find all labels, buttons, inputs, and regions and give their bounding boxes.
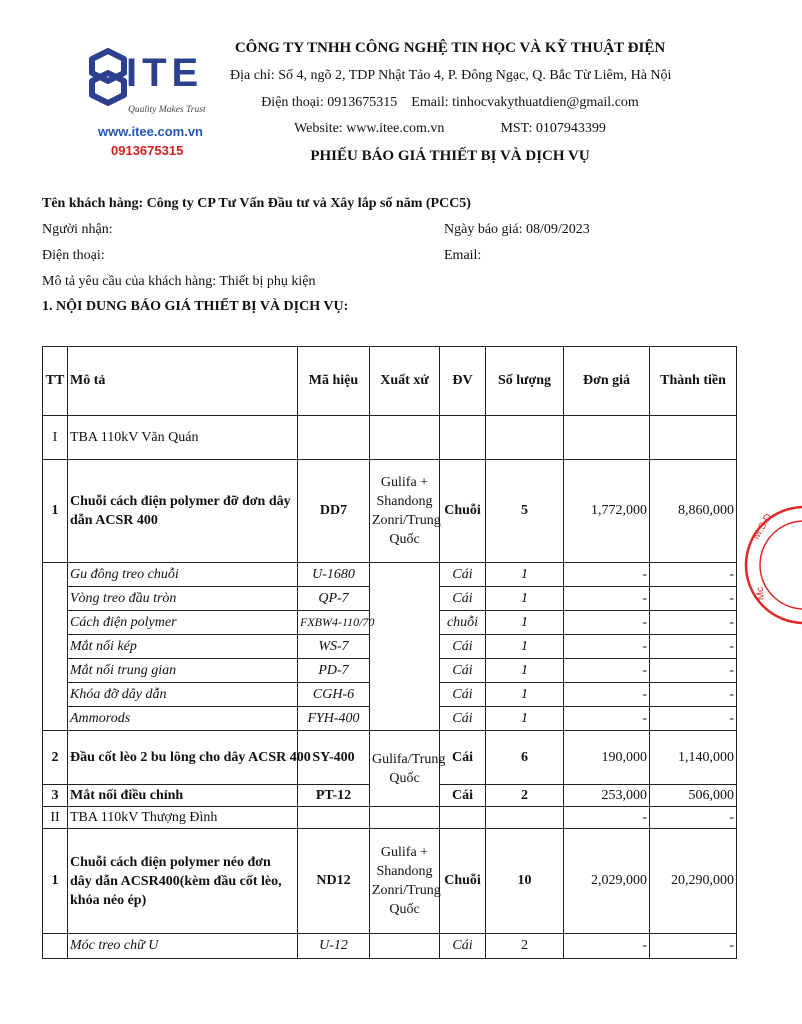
sub-unit: Cái [440,659,486,683]
row-qty: 10 [486,829,564,934]
customer-request: Mô tả yêu cầu của khách hàng: Thiết bị phụ kiện [42,274,316,289]
customer-name: Công ty CP Tư Vấn Đầu tư và Xây lắp số năm (PCC5) [146,196,471,211]
row-price: 253,000 [564,785,650,807]
sub-total: - [650,587,737,611]
sub-price: - [564,635,650,659]
sub-code: QP-7 [298,587,370,611]
sub-qty: 1 [486,683,564,707]
group-row [43,416,737,460]
row-origin: Gulifa + Shandong Zonri/Trung Quốc [370,460,440,563]
row-origin: Gulifa/Trung Quốc [370,731,440,807]
sub-price: - [564,563,650,587]
row-tt: 2 [43,731,68,785]
svg-text:M.S.D: M.S.D [751,511,775,542]
sub-desc: Gu đông treo chuỗi [68,563,298,587]
sub-desc: Mắt nối kép [68,635,298,659]
header-code: Mã hiệu [298,347,370,416]
sub-desc: Cách điện polymer [68,611,298,635]
company-logo [88,47,218,167]
company-email: Email: tinhocvakythuatdien@gmail.com [411,95,639,110]
row-code: DD7 [298,460,370,563]
company-website: Website: www.itee.com.vn [294,121,445,136]
sub-total: - [650,611,737,635]
row-unit: Chuỗi [440,460,486,563]
sub-unit: chuỗi [440,611,486,635]
sub-qty: 1 [486,587,564,611]
email-field: Email: [444,248,482,263]
table-header-row [43,347,737,416]
group-name: TBA 110kV Thượng Đình [68,807,298,829]
row-tt: 1 [43,460,68,563]
quote-date: Ngày báo giá: 08/09/2023 [444,222,590,237]
group-row [43,807,737,829]
row-price: 2,029,000 [564,829,650,934]
sub-row [43,563,737,587]
quotation-table [42,346,737,959]
row-tt: 1 [43,829,68,934]
red-stamp-seal [742,500,802,630]
sub-code: WS-7 [298,635,370,659]
sub-total: - [650,934,737,959]
header-qty: Số lượng [486,347,564,416]
svg-text:Mc: Mc [754,586,767,601]
sub-unit: Cái [440,635,486,659]
sub-desc: Vòng treo đầu tròn [68,587,298,611]
ite-emblem-icon [88,47,128,107]
logo-tagline: Quality Makes Trust [128,105,206,115]
company-web-tax [230,121,670,137]
row-tt: 3 [43,785,68,807]
row-desc: Đầu cốt lèo 2 bu lông cho dây ACSR 400 [68,731,298,785]
sub-code: U-1680 [298,563,370,587]
company-contact [230,95,670,111]
sub-desc: Khóa đỡ dây dẫn [68,683,298,707]
header-price: Đơn giá [564,347,650,416]
sub-unit: Cái [440,934,486,959]
company-name: CÔNG TY TNHH CÔNG NGHỆ TIN HỌC VÀ KỸ THUẬT ĐIỆN [234,40,666,56]
row-qty: 2 [486,785,564,807]
sub-price: - [564,611,650,635]
sub-code: FXBW4-110/70 [298,611,370,635]
row-qty: 5 [486,460,564,563]
header-unit: ĐV [440,347,486,416]
document-title: PHIẾU BÁO GIÁ THIẾT BỊ VÀ DỊCH VỤ [310,148,590,164]
group-total: - [650,807,737,829]
row-total: 506,000 [650,785,737,807]
sub-total: - [650,563,737,587]
sub-desc: Mắt nối trung gian [68,659,298,683]
company-address: Địa chỉ: Số 4, ngõ 2, TDP Nhật Tảo 4, P. Đông Ngạc, Q. Bắc Từ Liêm, Hà Nội [230,68,672,83]
row-total: 20,290,000 [650,829,737,934]
sub-unit: Cái [440,563,486,587]
row-origin: Gulifa + Shandong Zonri/Trung Quốc [370,829,440,934]
row-code: PT-12 [298,785,370,807]
header-tt: TT [43,347,68,416]
group-number: II [43,807,68,829]
sub-total: - [650,707,737,731]
company-phone: Điện thoại: 0913675315 [261,95,398,110]
sub-code: CGH-6 [298,683,370,707]
sub-qty: 1 [486,611,564,635]
sub-qty: 1 [486,563,564,587]
header-origin: Xuất xứ [370,347,440,416]
customer-name-line [42,196,471,212]
group-price: - [564,807,650,829]
logo-wordmark: ITE [126,51,204,95]
customer-name-label: Tên khách hàng: [42,196,144,211]
row-price: 1,772,000 [564,460,650,563]
row-total: 8,860,000 [650,460,737,563]
company-tax-id: MST: 0107943399 [500,121,606,136]
sub-price: - [564,934,650,959]
section-heading: 1. NỘI DUNG BÁO GIÁ THIẾT BỊ VÀ DỊCH VỤ: [42,299,349,314]
row-code: ND12 [298,829,370,934]
sub-qty: 1 [486,659,564,683]
sub-total: - [650,659,737,683]
table-row [43,829,737,934]
group-number: I [43,416,68,460]
sub-desc: Ammorods [68,707,298,731]
row-unit: Cái [440,785,486,807]
sub-unit: Cái [440,587,486,611]
sub-qty: 1 [486,635,564,659]
sub-qty: 2 [486,934,564,959]
sub-price: - [564,587,650,611]
sub-code: PD-7 [298,659,370,683]
row-desc: Mắt nối điều chỉnh [68,785,298,807]
sub-desc: Móc treo chữ U [68,934,298,959]
sub-price: - [564,683,650,707]
sub-unit: Cái [440,707,486,731]
logo-phone: 0913675315 [111,143,184,158]
table-row [43,460,737,563]
row-unit: Cái [440,731,486,785]
sub-qty: 1 [486,707,564,731]
sub-price: - [564,659,650,683]
row-desc: Chuỗi cách điện polymer néo đơn dây dẫn ACSR400(kèm đầu cốt lèo, khóa néo ép) [68,829,298,934]
sub-unit: Cái [440,683,486,707]
row-total: 1,140,000 [650,731,737,785]
table-row [43,731,737,785]
logo-website: www.itee.com.vn [98,124,203,139]
sub-price: - [564,707,650,731]
row-desc: Chuỗi cách điện polymer đỡ đơn dây dẫn ACSR 400 [68,460,298,563]
row-qty: 6 [486,731,564,785]
row-code: SY-400 [298,731,370,785]
sub-total: - [650,683,737,707]
sub-total: - [650,635,737,659]
row-price: 190,000 [564,731,650,785]
header-desc: Mô tả [68,347,298,416]
group-name: TBA 110kV Văn Quán [68,416,298,460]
header-total: Thành tiền [650,347,737,416]
sub-row [43,934,737,959]
sub-code: U-12 [298,934,370,959]
row-unit: Chuỗi [440,829,486,934]
sub-code: FYH-400 [298,707,370,731]
receiver-field: Người nhận: [42,222,113,237]
phone-field: Điện thoại: [42,248,105,263]
